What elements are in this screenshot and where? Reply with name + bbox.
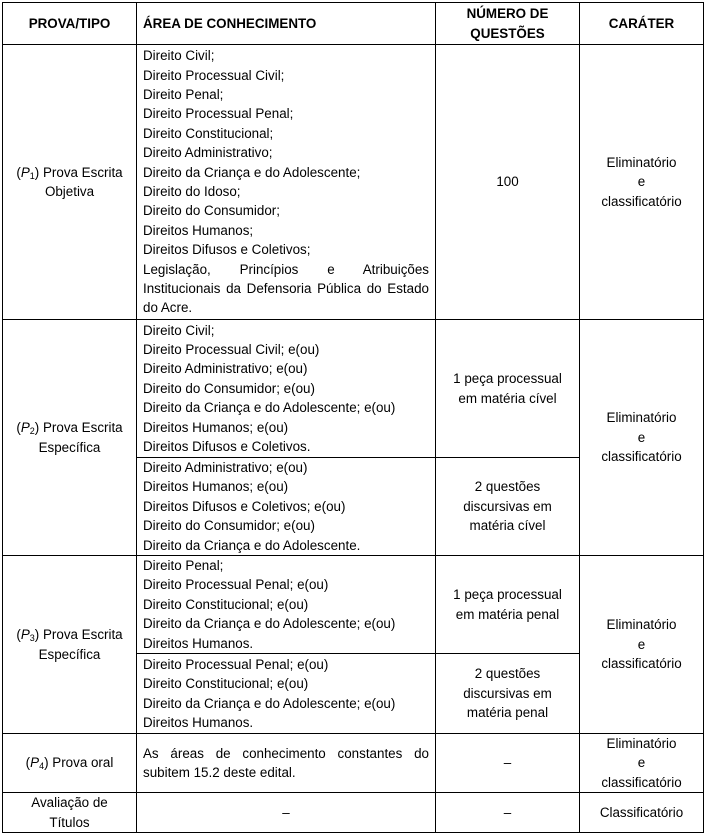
p2-carater-line2: e	[637, 429, 646, 445]
p3a-areas-cell	[137, 556, 436, 654]
p3a-numero-line1: 1 peça processual	[453, 587, 562, 603]
p1-area-legislacao: Legislação, Princípios e Atribuições Institucionais da Defensoria Pública do Estado do Acre.	[143, 261, 429, 316]
p2a-areas-cell	[137, 320, 436, 458]
header-prova-tipo: PROVA/TIPO	[3, 3, 137, 45]
p2a-numero	[436, 320, 580, 458]
p2a-numero-line2: em matéria cível	[458, 390, 557, 406]
p2-carater-line1: Eliminatório	[606, 410, 677, 426]
p1-area-item: Direito Constitucional;	[143, 125, 274, 141]
p2b-numero	[436, 458, 580, 556]
p1-carater-line3: classificatório	[601, 193, 682, 209]
p3b-numero-line1: 2 questões	[474, 666, 541, 682]
p1-area-item: Direitos Humanos;	[143, 222, 254, 238]
p3-close-paren: )	[34, 627, 40, 643]
p1-prova-line1	[9, 163, 130, 182]
p1-area-item: Direito Processual Civil;	[143, 67, 285, 83]
p2b-area-item: Direito da Criança e do Adolescente.	[143, 537, 361, 553]
p1-prova-cell	[3, 45, 137, 320]
titulos-name-line2: Títulos	[49, 814, 90, 830]
p1-carater-line1: Eliminatório	[606, 154, 677, 170]
header-numero-line2: QUESTÕES	[470, 25, 545, 41]
p4-subscript: 4	[39, 761, 45, 772]
p3a-numero-line2: em matéria penal	[455, 606, 560, 622]
p3a-area-item: Direito Penal;	[143, 558, 224, 574]
p2-carater	[580, 320, 704, 556]
p2-close-paren: )	[34, 420, 40, 436]
p3-carater-line2: e	[637, 636, 646, 652]
p2a-area-item: Direito da Criança e do Adolescente; e(ou)	[143, 400, 396, 416]
p3-prova-line1	[9, 625, 130, 644]
p3b-area-item: Direito Processual Penal; e(ou)	[143, 656, 329, 672]
p1-area-item: Direito Processual Penal;	[143, 106, 294, 122]
p1-areas-cell	[137, 45, 436, 320]
p2b-area-item: Direito do Consumidor; e(ou)	[143, 518, 315, 534]
header-row	[3, 3, 704, 45]
p2a-area-item: Direitos Difusos e Coletivos.	[143, 439, 311, 455]
p4-numero: –	[436, 734, 580, 793]
row-titulos	[3, 793, 704, 833]
p1-carater-line2: e	[637, 174, 646, 190]
p1-name-line1: Prova Escrita	[39, 164, 123, 180]
titulos-prova-cell	[3, 793, 137, 833]
p2-letter: P	[20, 420, 30, 436]
p1-subscript: 1	[29, 170, 35, 181]
p4-carater-line1: Eliminatório	[606, 736, 677, 752]
titulos-area: –	[137, 793, 436, 833]
p4-carater-line2: e	[637, 755, 646, 771]
p1-area-item: Direito Administrativo;	[143, 145, 273, 161]
p2a-area-item: Direito Processual Civil; e(ou)	[143, 341, 320, 357]
p4-letter: P	[30, 755, 40, 771]
exam-structure-table	[2, 2, 704, 833]
p3b-area-item: Direitos Humanos.	[143, 714, 254, 730]
row-p2-a	[3, 320, 704, 458]
p3b-area-item: Direito da Criança e do Adolescente; e(ou)	[143, 695, 396, 711]
p3-letter: P	[20, 627, 30, 643]
p2-carater-line3: classificatório	[601, 449, 682, 465]
p4-areas-text: As áreas de conhecimento constantes do subitem 15.2 deste edital.	[143, 745, 429, 781]
header-numero-line1: NÚMERO DE	[466, 6, 549, 22]
p1-area-item: Direito da Criança e do Adolescente;	[143, 164, 361, 180]
p4-prova-cell	[3, 734, 137, 793]
header-numero-questoes	[436, 3, 580, 45]
p3-carater-line1: Eliminatório	[606, 617, 677, 633]
p3-name-line2: Específica	[38, 646, 101, 662]
p2-open-paren: (	[16, 420, 21, 436]
p3-name-line1: Prova Escrita	[39, 627, 123, 643]
p3-prova-cell	[3, 556, 137, 734]
p2-name-line1: Prova Escrita	[39, 420, 123, 436]
p1-area-item: Direito Civil;	[143, 48, 215, 64]
p3-carater-line3: classificatório	[601, 656, 682, 672]
p4-close-paren: )	[44, 755, 49, 771]
p3a-area-item: Direitos Humanos.	[143, 635, 254, 651]
p3-open-paren: (	[16, 627, 21, 643]
p1-area-item: Direito Penal;	[143, 86, 224, 102]
p2-prova-cell	[3, 320, 137, 556]
row-p1	[3, 45, 704, 320]
p2b-area-item: Direito Administrativo; e(ou)	[143, 460, 308, 475]
p2-name-line2: Específica	[38, 439, 101, 455]
p1-carater	[580, 45, 704, 320]
p2a-area-item: Direitos Humanos; e(ou)	[143, 419, 289, 435]
p2b-numero-line1: 2 questões	[474, 479, 541, 495]
p3-subscript: 3	[29, 633, 35, 644]
p1-numero: 100	[436, 45, 580, 320]
p2a-area-item: Direito Civil;	[143, 322, 215, 338]
p1-letter: P	[20, 164, 30, 180]
p1-open-paren: (	[16, 164, 21, 180]
p4-areas-cell	[137, 734, 436, 793]
p2b-numero-line2: discursivas em	[463, 498, 552, 514]
p2a-area-item: Direito do Consumidor; e(ou)	[143, 380, 315, 396]
p4-open-paren: (	[25, 755, 31, 771]
p1-area-item: Direitos Difusos e Coletivos;	[143, 242, 311, 258]
header-area-conhecimento: ÁREA DE CONHECIMENTO	[137, 3, 436, 45]
row-p3-a	[3, 556, 704, 654]
p4-carater	[580, 734, 704, 793]
p3a-area-item: Direito da Criança e do Adolescente; e(ou)	[143, 616, 396, 632]
header-carater: CARÁTER	[580, 3, 704, 45]
titulos-name-line1: Avaliação de	[31, 795, 108, 811]
p3a-area-item: Direito Constitucional; e(ou)	[143, 596, 309, 612]
titulos-numero: –	[436, 793, 580, 833]
p3a-area-item: Direito Processual Penal; e(ou)	[143, 577, 329, 593]
p2a-area-item: Direito Administrativo; e(ou)	[143, 361, 308, 377]
p3a-numero	[436, 556, 580, 654]
row-p4	[3, 734, 704, 793]
p2-prova-line1	[9, 418, 130, 437]
p2b-area-item: Direitos Humanos; e(ou)	[143, 479, 289, 495]
p2b-areas-cell	[137, 458, 436, 556]
p1-name-line2: Objetiva	[44, 184, 95, 199]
p3-carater	[580, 556, 704, 734]
p4-prova-line1	[9, 753, 130, 772]
p3b-numero-line3: matéria penal	[466, 705, 549, 721]
p2b-numero-line3: matéria cível	[469, 518, 546, 534]
p2b-area-item: Direitos Difusos e Coletivos; e(ou)	[143, 498, 346, 514]
p1-area-item: Direito do Idoso;	[143, 184, 241, 199]
p3b-area-item: Direito Constitucional; e(ou)	[143, 676, 309, 692]
p2a-numero-line1: 1 peça processual	[453, 371, 562, 387]
p1-area-item: Direito do Consumidor;	[143, 203, 280, 219]
titulos-carater: Classificatório	[580, 793, 704, 833]
p4-name-line1: Prova oral	[48, 755, 114, 771]
p2-subscript: 2	[29, 426, 35, 437]
p1-close-paren: )	[34, 164, 40, 180]
p3b-numero-line2: discursivas em	[463, 685, 552, 701]
p3b-numero	[436, 654, 580, 734]
p3b-areas-cell	[137, 654, 436, 734]
p4-carater-line3: classificatório	[601, 774, 682, 790]
